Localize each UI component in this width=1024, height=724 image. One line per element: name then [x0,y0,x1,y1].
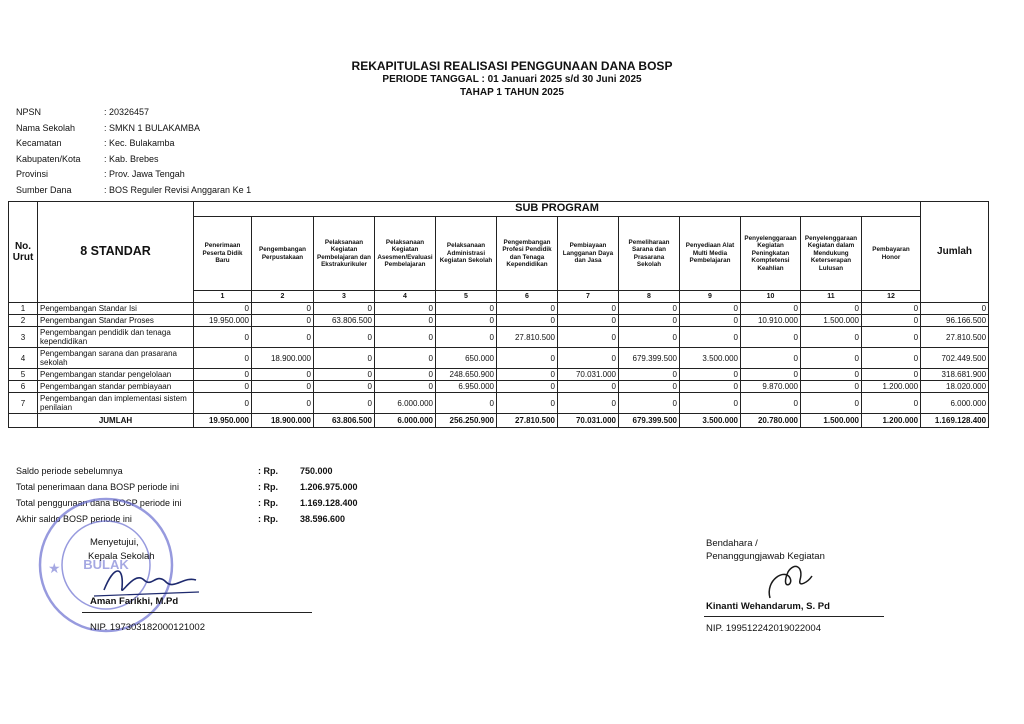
table-row [9,348,989,369]
table-row [9,327,989,348]
col-standard-header: 8 STANDAR [38,202,194,303]
treasurer-nip: NIP. 199512242019022004 [706,623,821,634]
row-number: 3 [9,327,38,348]
treasurer-role-1: Bendahara / [706,538,758,549]
title-main: REKAPITULASI REALISASI PENGGUNAAN DANA BOSP [351,59,673,73]
amount-cell: 0 [436,315,497,327]
amount-cell: 6.000.000 [375,393,436,414]
sub-program-header: SUB PROGRAM [194,202,921,217]
program-number: 3 [314,291,375,303]
program-header: Pembiayaan Langganan Daya dan Jasa [558,217,619,291]
row-total: 18.020.000 [921,381,989,393]
amount-cell: 27.810.500 [497,327,558,348]
amount-cell: 0 [862,348,921,369]
amount-cell: 0 [314,303,375,315]
amount-cell: 0 [314,393,375,414]
amount-cell: 0 [680,369,741,381]
program-header: Pelaksanaan Kegiatan Pembelajaran dan Ekstrakurikuler [314,217,375,291]
headmaster-role: Kepala Sekolah [88,551,155,562]
standard-name: Pengembangan dan implementasi sistem penilaian [38,393,194,414]
row-total: 0 [921,303,989,315]
amount-cell: 18.900.000 [252,348,314,369]
amount-cell: 0 [497,303,558,315]
standard-name: Pengembangan Standar Proses [38,315,194,327]
amount-cell: 0 [194,348,252,369]
program-number: 6 [497,291,558,303]
svg-text:BULAK: BULAK [83,557,129,572]
identity-row: Nama Sekolah : SMKN 1 BULAKAMBA [16,122,201,133]
program-header: Pembayaran Honor [862,217,921,291]
row-total: 6.000.000 [921,393,989,414]
amount-cell: 0 [801,369,862,381]
treasurer-signature [760,560,820,602]
identity-row: Sumber Dana : BOS Reguler Revisi Anggaran Ke 1 [16,184,252,195]
program-number: 12 [862,291,921,303]
total-row [9,414,989,428]
program-number: 1 [194,291,252,303]
amount-cell: 1.500.000 [801,315,862,327]
column-total: 70.031.000 [558,414,619,428]
amount-cell: 3.500.000 [680,348,741,369]
amount-cell: 0 [314,348,375,369]
amount-cell: 10.910.000 [741,315,801,327]
amount-cell: 0 [862,327,921,348]
amount-cell: 0 [194,327,252,348]
identity-row: Kecamatan : Kec. Bulakamba [16,138,175,148]
summary-row: Akhir saldo BOSP periode ini : Rp. 38.596.600 [16,514,346,524]
amount-cell: 9.870.000 [741,381,801,393]
col-no-header: No. Urut [9,202,38,303]
amount-cell: 0 [801,303,862,315]
amount-cell: 0 [497,369,558,381]
amount-cell: 0 [497,315,558,327]
amount-cell: 0 [558,327,619,348]
amount-cell: 0 [680,327,741,348]
table-body [9,303,989,428]
amount-cell: 0 [862,369,921,381]
standard-name: Pengembangan Standar Isi [38,303,194,315]
row-number: 2 [9,315,38,327]
program-header: Penyelenggaraan Kegiatan Peningkatan Komptetensi Keahlian [741,217,801,291]
program-header: Penyediaan Alat Multi Media Pembelajaran [680,217,741,291]
amount-cell: 0 [375,369,436,381]
summary-row: Saldo periode sebelumnya : Rp. 750.000 [16,466,333,476]
amount-cell: 0 [252,303,314,315]
program-header: Pelaksanaan Administrasi Kegiatan Sekolah [436,217,497,291]
amount-cell: 0 [252,381,314,393]
amount-cell: 0 [801,327,862,348]
program-header: Pelaksanaan Kegiatan Asesmen/Evaluasi Pembelajaran [375,217,436,291]
amount-cell: 6.950.000 [436,381,497,393]
amount-cell: 248.650.900 [436,369,497,381]
column-total: 1.200.000 [862,414,921,428]
amount-cell: 19.950.000 [194,315,252,327]
amount-cell: 0 [741,327,801,348]
amount-cell: 650.000 [436,348,497,369]
program-header: Pengembangan Profesi Pendidik dan Tenaga Kependidikan [497,217,558,291]
column-total: 256.250.900 [436,414,497,428]
amount-cell: 0 [680,303,741,315]
amount-cell: 0 [497,381,558,393]
total-label: JUMLAH [38,414,194,428]
program-number: 9 [680,291,741,303]
program-number: 5 [436,291,497,303]
amount-cell: 0 [619,381,680,393]
amount-cell: 0 [741,348,801,369]
table-row [9,315,989,327]
amount-cell: 0 [680,381,741,393]
amount-cell: 0 [680,315,741,327]
amount-cell: 0 [497,348,558,369]
row-total: 96.166.500 [921,315,989,327]
amount-cell: 0 [741,369,801,381]
amount-cell: 0 [194,369,252,381]
column-total: 63.806.500 [314,414,375,428]
program-header: Penerimaan Peserta Didik Baru [194,217,252,291]
approval-label: Menyetujui, [90,537,139,548]
grand-total: 1.169.128.400 [921,414,989,428]
summary-row: Total penerimaan dana BOSP periode ini : Rp. 1.206.975.000 [16,482,358,492]
headmaster-nip: NIP. 197303182000121002 [90,622,205,633]
school-identity [16,107,251,200]
report-title [0,60,1024,99]
title-period: PERIODE TANGGAL : 01 Januari 2025 s/d 30 Juni 2025 [382,74,642,85]
column-total: 19.950.000 [194,414,252,428]
amount-cell: 0 [558,315,619,327]
amount-cell: 0 [558,381,619,393]
identity-row: Provinsi : Prov. Jawa Tengah [16,169,185,179]
column-total: 20.780.000 [741,414,801,428]
column-total: 27.810.500 [497,414,558,428]
amount-cell: 0 [619,393,680,414]
row-number: 7 [9,393,38,414]
program-number: 11 [801,291,862,303]
program-number: 8 [619,291,680,303]
amount-cell: 0 [558,393,619,414]
svg-text:★: ★ [48,560,61,576]
table-row [9,369,989,381]
row-number: 5 [9,369,38,381]
amount-cell: 0 [497,393,558,414]
amount-cell: 0 [558,303,619,315]
amount-cell: 0 [375,303,436,315]
amount-cell: 0 [194,393,252,414]
identity-row: Kabupaten/Kota : Kab. Brebes [16,153,159,164]
program-header: Penyelenggaraan Kegiatan dalam Mendukung Keterserapan Lulusan [801,217,862,291]
recap-table [8,201,989,428]
amount-cell: 0 [375,327,436,348]
row-number: 1 [9,303,38,315]
standard-name: Pengembangan standar pembiayaan [38,381,194,393]
amount-cell: 0 [619,303,680,315]
headmaster-name: Aman Farikhi, M.Pd [90,596,179,607]
amount-cell: 0 [436,303,497,315]
amount-cell: 63.806.500 [314,315,375,327]
program-number: 2 [252,291,314,303]
identity-row: NPSN : 20326457 [16,107,150,117]
amount-cell: 0 [252,327,314,348]
amount-cell: 0 [801,393,862,414]
col-total-header: Jumlah [921,202,989,303]
row-total: 318.681.900 [921,369,989,381]
amount-cell: 70.031.000 [558,369,619,381]
program-header: Pengembangan Perpustakaan [252,217,314,291]
headmaster-sign-line [82,612,312,613]
amount-cell: 0 [862,393,921,414]
amount-cell: 0 [314,369,375,381]
row-number: 4 [9,348,38,369]
amount-cell: 0 [741,393,801,414]
total-row-spacer [9,414,38,428]
amount-cell: 0 [375,381,436,393]
column-total: 3.500.000 [680,414,741,428]
amount-cell: 0 [741,303,801,315]
amount-cell: 679.399.500 [619,348,680,369]
amount-cell: 0 [558,348,619,369]
row-total: 27.810.500 [921,327,989,348]
treasurer-name: Kinanti Wehandarum, S. Pd [706,601,830,612]
amount-cell: 0 [801,348,862,369]
standard-name: Pengembangan standar pengelolaan [38,369,194,381]
program-number: 7 [558,291,619,303]
amount-cell: 0 [314,327,375,348]
treasurer-role-2: Penanggungjawab Kegiatan [706,551,825,562]
amount-cell: 0 [680,393,741,414]
standard-name: Pengembangan pendidik dan tenaga kependidikan [38,327,194,348]
amount-cell: 0 [436,327,497,348]
program-header: Pemeliharaan Sarana dan Prasarana Sekolah [619,217,680,291]
title-phase: TAHAP 1 TAHUN 2025 [460,87,564,98]
row-number: 6 [9,381,38,393]
amount-cell: 0 [252,393,314,414]
amount-cell: 0 [862,303,921,315]
amount-cell: 0 [375,315,436,327]
amount-cell: 0 [252,315,314,327]
program-number: 10 [741,291,801,303]
table-row [9,393,989,414]
amount-cell: 0 [619,369,680,381]
amount-cell: 0 [862,315,921,327]
amount-cell: 0 [314,381,375,393]
amount-cell: 0 [194,381,252,393]
column-total: 6.000.000 [375,414,436,428]
table-row [9,303,989,315]
amount-cell: 0 [194,303,252,315]
program-number: 4 [375,291,436,303]
amount-cell: 0 [801,381,862,393]
row-total: 702.449.500 [921,348,989,369]
amount-cell: 0 [619,315,680,327]
table-row [9,381,989,393]
standard-name: Pengembangan sarana dan prasarana sekolah [38,348,194,369]
column-total: 679.399.500 [619,414,680,428]
treasurer-sign-line [704,616,884,617]
summary-row: Total penggunaan dana BOSP periode ini : Rp. 1.169.128.400 [16,498,358,508]
amount-cell: 0 [436,393,497,414]
amount-cell: 0 [619,327,680,348]
column-total: 18.900.000 [252,414,314,428]
column-total: 1.500.000 [801,414,862,428]
amount-cell: 1.200.000 [862,381,921,393]
amount-cell: 0 [252,369,314,381]
amount-cell: 0 [375,348,436,369]
